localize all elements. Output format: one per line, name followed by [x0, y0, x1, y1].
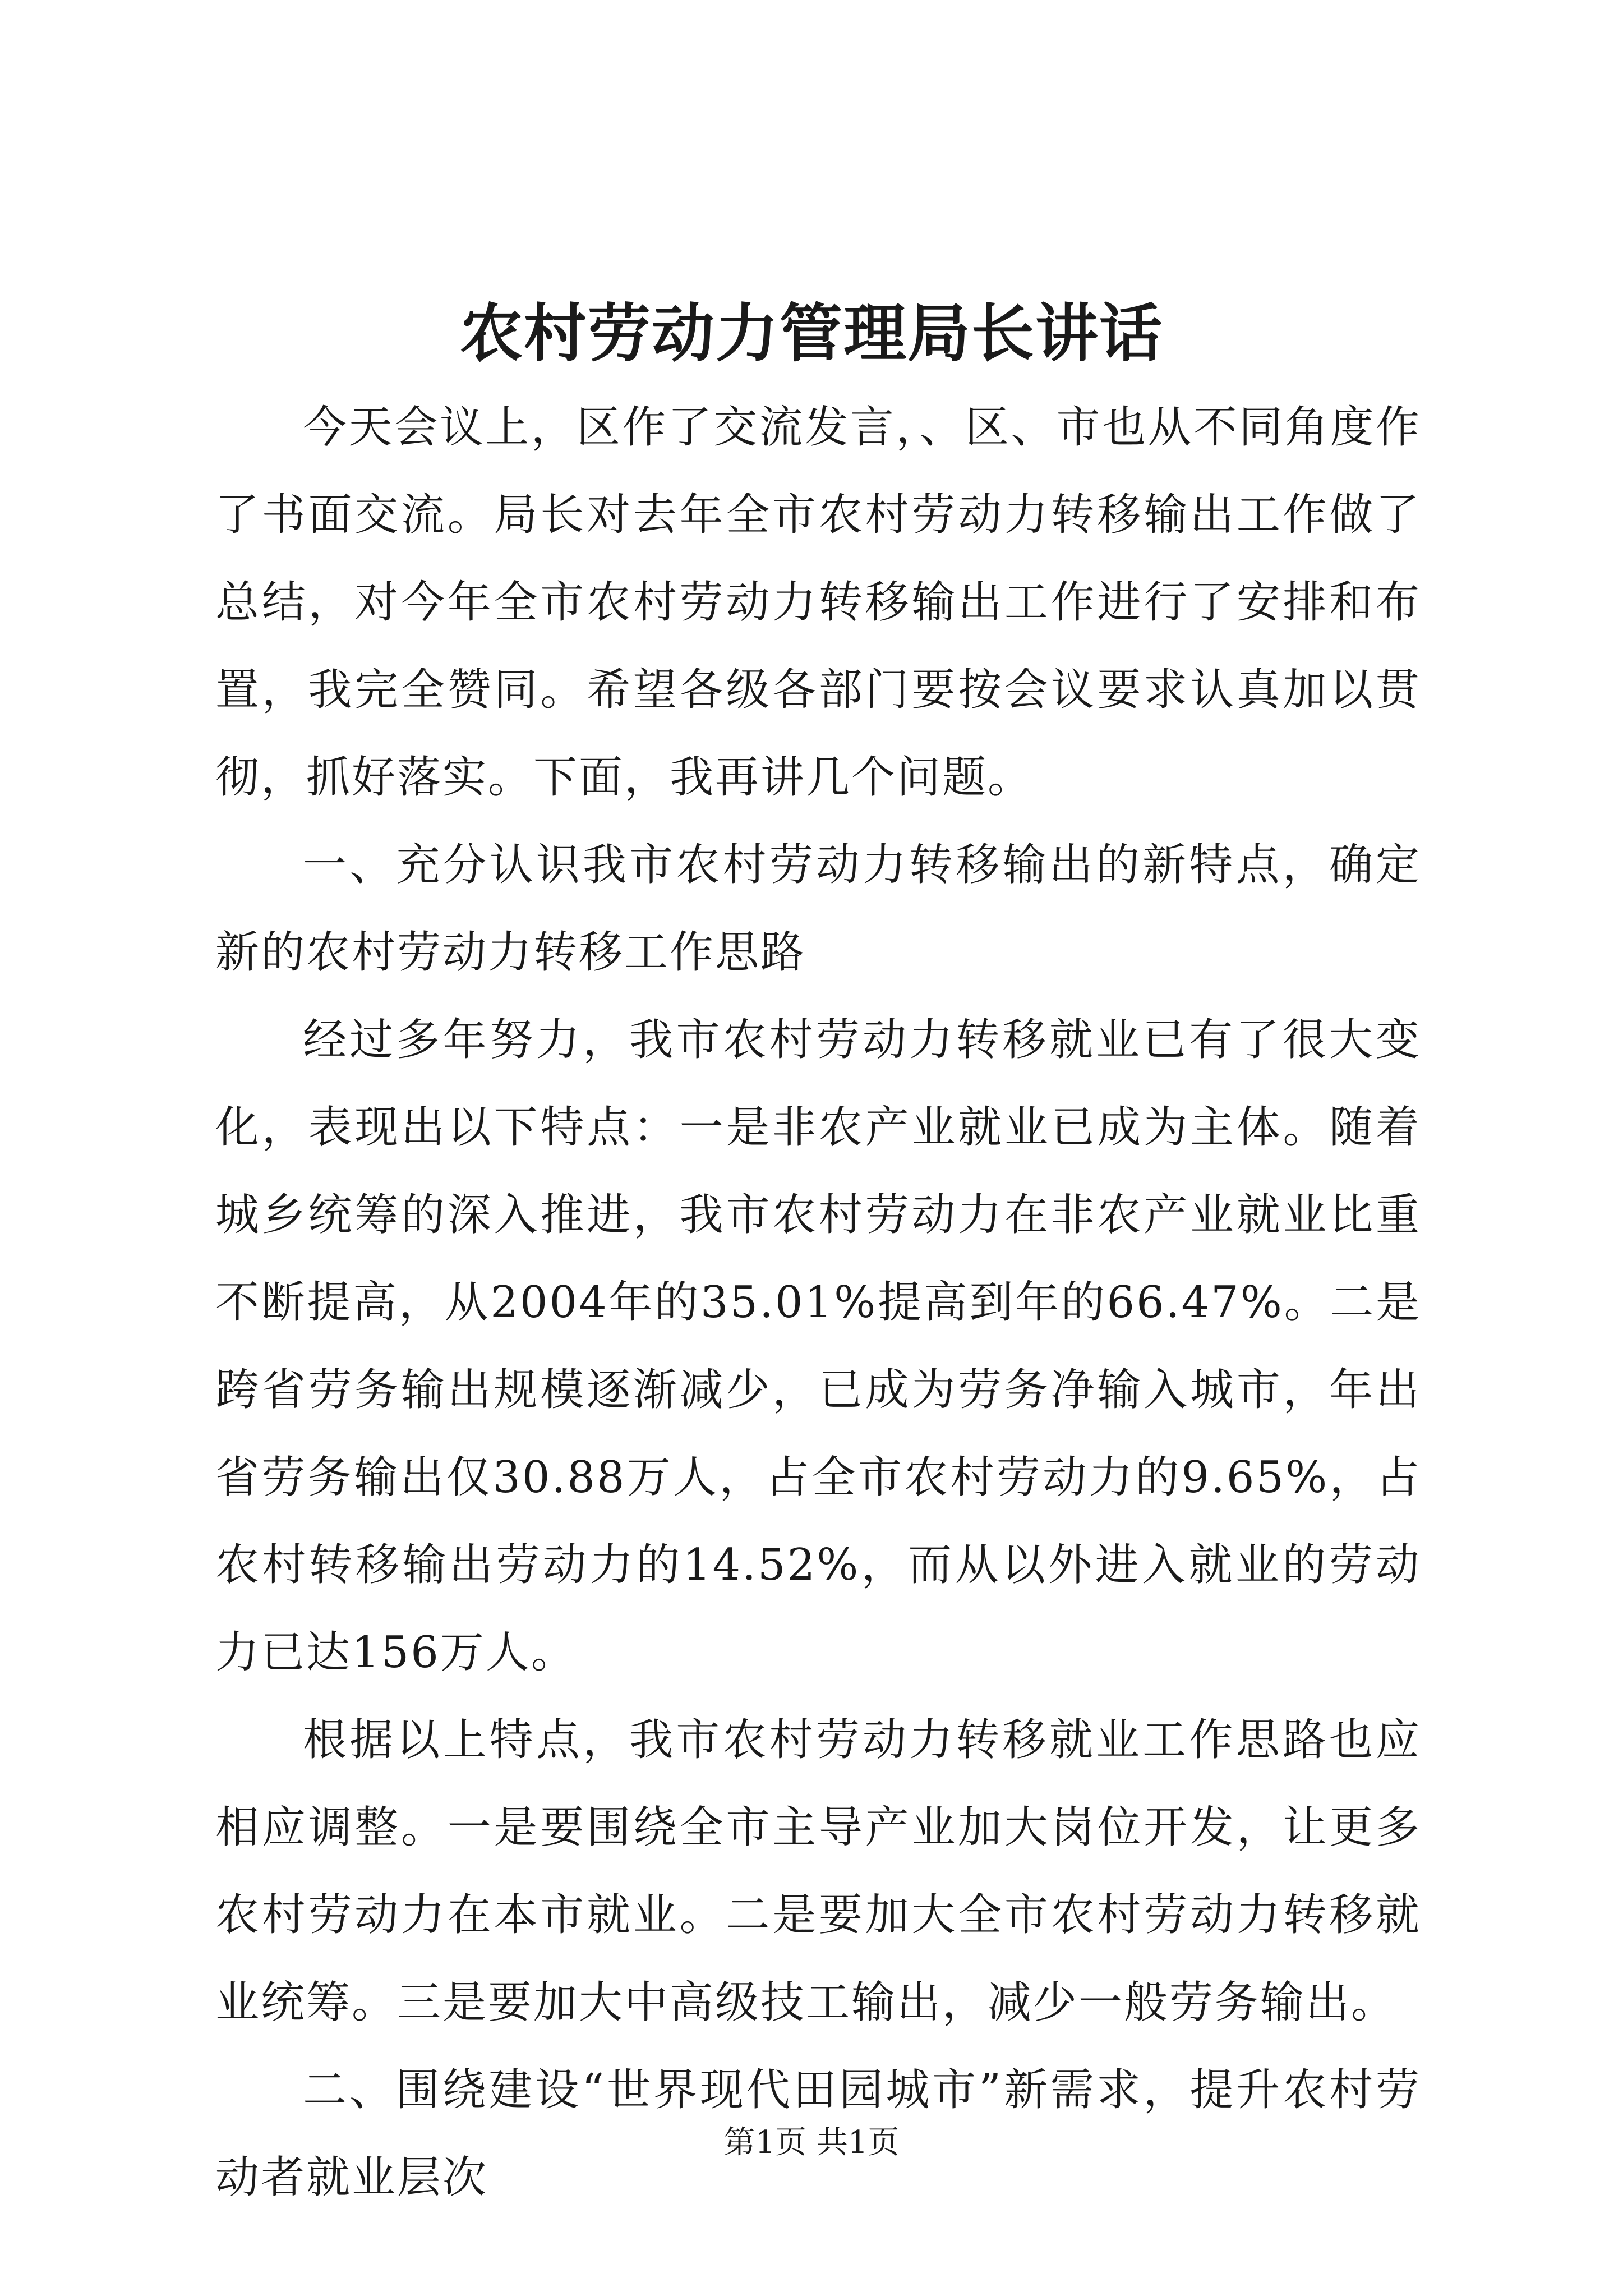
- section-heading-1: 一、充分认识我市农村劳动力转移输出的新特点，确定新的农村劳动力转移工作思路: [215, 840, 1421, 978]
- document-title: 农村劳动力管理局长讲话: [460, 297, 1163, 370]
- paragraph-adjustment: 根据以上特点，我市农村劳动力转移就业工作思路也应相应调整。一是要围绕全市主导产业加大岗位开发，让更多农村劳动力在本市就业。二是要加大全市农村劳动力转移就业统筹。三是要加大中高级技工输出，减少一般劳务输出。: [215, 1715, 1421, 2028]
- page-footer: 第1页 共1页: [723, 2124, 900, 2161]
- paragraph-features: 经过多年努力，我市农村劳动力转移就业已有了很大变化，表现出以下特点：一是非农产业就业已成为主体。随着城乡统筹的深入推进，我市农村劳动力在非农产业就业比重不断提高，从2004年的35.01%提高到年的66.47%。二是跨省劳务输出规模逐渐减少，已成为劳务净输入城市，年出省劳务输出仅30.88万人，占全市农村劳动力的9.65%，占农村转移输出劳动力的14.52%，而从以外进入就业的劳动力已达156万人。: [215, 1015, 1421, 1678]
- section-heading-2: 二、围绕建设“世界现代田园城市”新需求，提升农村劳动者就业层次: [215, 2065, 1421, 2203]
- paragraph-intro: 今天会议上，区作了交流发言，、区、市也从不同角度作了书面交流。局长对去年全市农村劳动力转移输出工作做了总结，对今年全市农村劳动力转移输出工作进行了安排和布置，我完全赞同。希望各级各部门要按会议要求认真加以贯彻，抓好落实。下面，我再讲几个问题。: [215, 402, 1421, 803]
- document-body: [215, 384, 1421, 2221]
